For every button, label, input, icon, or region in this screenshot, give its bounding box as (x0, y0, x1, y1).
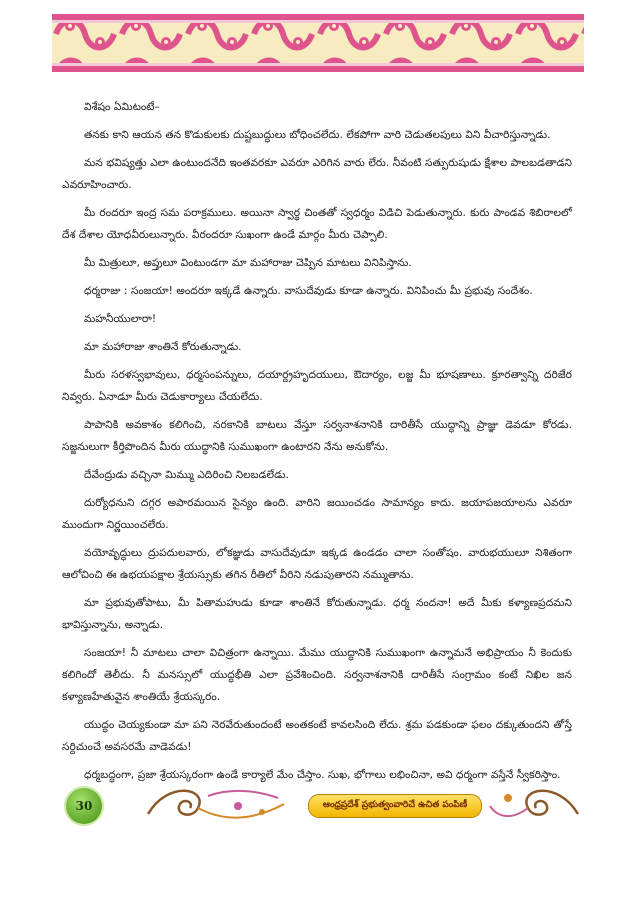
paragraph: ధర్మబద్ధంగా, ప్రజా శ్రేయస్కరంగా ఉండే కార్యాలే మేం చేస్తాం. సుఖ, భోగాలు లభించినా, అవి ధర్మంగా వస్తేనే స్వీకరిస్తాం. (84, 769, 561, 781)
paragraph: మీ రందరూ ఇంద్ర సమ పరాక్రములు. అయినా స్వార్థ చింతతో స్వధర్మం విడిచి పెడుతున్నారు. కురు పాండవ శిబిరాలలో దేశ దేశాల యోధవీరులున్నారు. వీరందరూ సుఖంగా ఉండే మార్గం మీరు చెప్పాలి. (62, 207, 572, 241)
top-decorative-border (52, 14, 584, 72)
paragraph: పాపానికి అవకాశం కలిగించి, నరకానికి బాటలు వేస్తూ సర్వనాశనానికి దారితీసే యుద్ధాన్ని ప్రాజ్ఞు డెవడూ కోరడు. సజ్జనులుగా కీర్తిపొందిన మీరు యుద్ధానికి సుముఖంగా ఉంటారని నేను అనుకోను. (62, 419, 572, 453)
paragraph: దేవేంద్రుడు వచ్చినా మిమ్ము ఎదిరించి నిలబడలేడు. (84, 469, 290, 481)
footer-ornament-left (138, 784, 288, 828)
paragraph: విశేషం ఏమిటంటే– (84, 101, 160, 113)
paragraph: దుర్యోధనుని దగ్గర అపారమయిన సైన్యం ఉంది. వారిని జయించడం సామాన్యం కాదు. జయాపజయాలను ఎవరూ ముందుగా నిర్ణయించలేరు. (62, 497, 572, 531)
paragraph: మా మహారాజు శాంతినే కోరుతున్నాడు. (84, 341, 242, 353)
page-footer (58, 784, 586, 828)
paragraph: మా ప్రభువుతోపాటు, మీ పితామహుడు కూడా శాంతినే కోరుతున్నాడు. ధర్మ నందనా! అదే మీకు కళ్యాణప్రదమని భావిస్తున్నాను, అన్నాడు. (62, 597, 572, 631)
paragraph: మన భవిష్యత్తు ఎలా ఉంటుందనేది ఇంతవరకూ ఎవరూ ఎరిగిన వారు లేరు. నీవంటి సత్పురుషుడు క్షేశాల పాలబడతాడని ఎవరూహించారు. (62, 157, 572, 191)
free-distribution-banner: ఆంధ్రప్రదేశ్ ప్రభుత్వంవారిచే ఉచిత పంపిణీ (308, 794, 482, 818)
paragraph: మహనీయులారా! (84, 313, 157, 325)
document-body (62, 96, 572, 792)
page-number-badge: 30 (66, 788, 102, 824)
footer-ornament-right (488, 784, 588, 828)
paragraph: యుద్ధం చెయ్యకుండా మా పని నెరవేరుతుందంటే అంతకంటే కావలసింది లేదు. శ్రమ పడకుండా ఫలం దక్కుతుందని తోస్తే సర్దిచుంచే అవసరమే వాడెవడు! (62, 719, 572, 753)
paragraph: తనకు కాని ఆయన తన కొడుకులకు దుష్టబుద్ధులు బోధించలేదు. లేకపోగా వారి చెడుతలపులు విని వీచారిస్తున్నాడు. (84, 129, 551, 141)
paragraph: సంజయా! నీ మాటలు చాలా విచిత్రంగా ఉన్నాయి. మేము యుద్ధానికి సుముఖంగా ఉన్నామనే అభిప్రాయం నీ కెందుకు కలిగిందో తెలీదు. నీ మనస్సులో యుద్ధభీతి ఎలా ప్రవేశించింది. సర్వనాశనానికి దారితీసే సంగ్రామం కంటే నిఖిల జన కళ్యాణహేతువైన శాంతియే శ్రేయస్కరం. (62, 647, 572, 703)
paragraph: మీరు సరళస్వభావులు, ధర్మసంపన్నులు, దయార్ద్రహృదయులు, ఔదార్యం, లజ్జ మీ భూషణాలు. క్రూరత్వాన్ని దరిజేర నివ్వరు. ఏనాడూ మీరు చెడుకార్యాలు చేయలేదు. (62, 369, 572, 403)
paragraph: మీ మిత్రులూ, అప్తులూ వింటుండగా మా మహారాజు చెప్పిన మాటలు వినిపిస్తాను. (84, 257, 412, 269)
paragraph: వయోవృద్ధులు ద్రుపదులవారు, లోకజ్ఞుడు వాసుదేవుడూ ఇక్కడ ఉండడం చాలా సంతోషం. వారుభయులూ నిశితంగా ఆలోచించి ఈ ఉభయపక్షాల శ్రేయస్సుకు తగిన రీతిలో వీరిని నడుపుతారని నమ్ముతాను. (62, 547, 572, 581)
paragraph: ధర్మరాజు : సంజయా! అందరూ ఇక్కడే ఉన్నారు. వాసుదేవుడు కూడా ఉన్నారు. వినిపించు మీ ప్రభువు సందేశం. (84, 285, 533, 297)
